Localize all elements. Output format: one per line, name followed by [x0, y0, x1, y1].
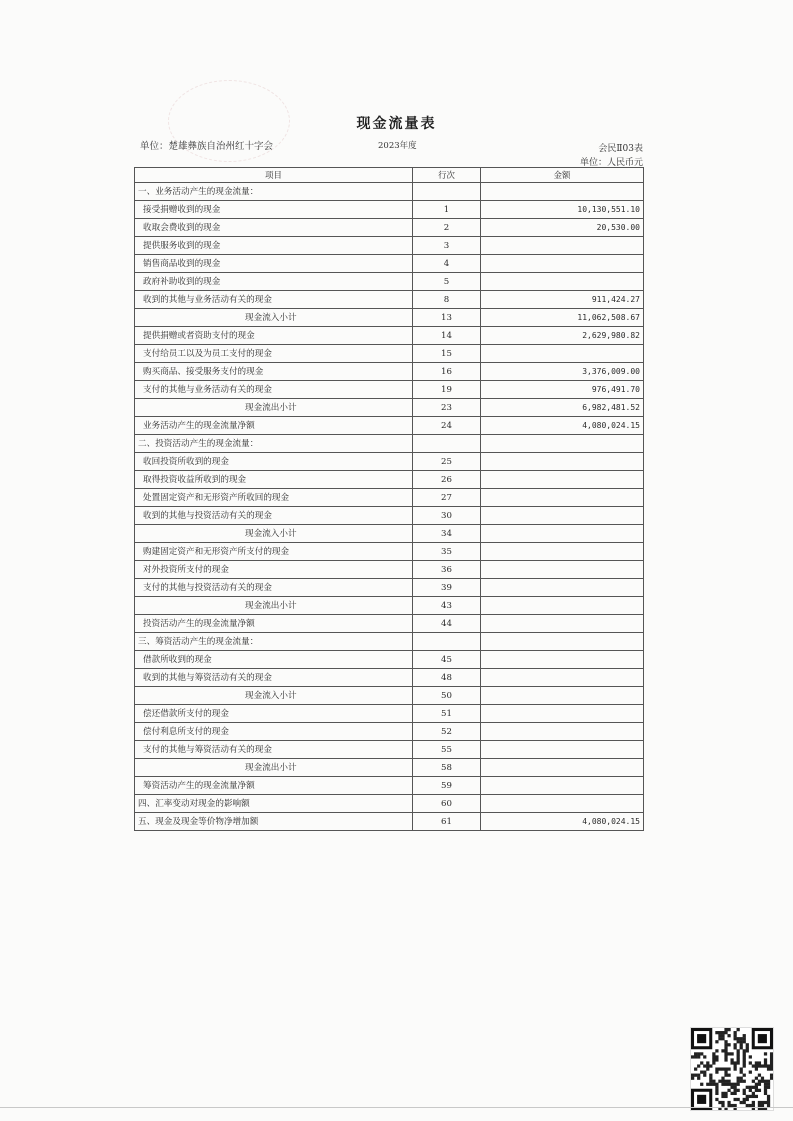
table-row: [135, 291, 644, 309]
table-row: [135, 363, 644, 381]
row-item-label: 销售商品收到的现金: [135, 255, 413, 273]
row-line-number: 5: [413, 273, 481, 291]
table-row: [135, 471, 644, 489]
row-amount: [481, 633, 644, 651]
page-bottom-rule: [0, 1107, 793, 1108]
row-line-number: 14: [413, 327, 481, 345]
table-row: [135, 183, 644, 201]
row-amount: 3,376,009.00: [481, 363, 644, 381]
row-item-label: 五、现金及现金等价物净增加额: [135, 813, 413, 831]
row-item-label: 偿还借款所支付的现金: [135, 705, 413, 723]
row-amount: [481, 777, 644, 795]
row-amount: [481, 615, 644, 633]
column-header-amount: 金额: [481, 168, 644, 183]
table-row: [135, 723, 644, 741]
table-row: [135, 309, 644, 327]
table-row: [135, 417, 644, 435]
row-item-label: 现金流出小计: [135, 597, 413, 615]
table-row: [135, 579, 644, 597]
row-amount: [481, 741, 644, 759]
row-item-label: 收到的其他与投资活动有关的现金: [135, 507, 413, 525]
row-amount: 911,424.27: [481, 291, 644, 309]
row-line-number: 4: [413, 255, 481, 273]
form-code: 会民Ⅱ03表: [598, 144, 643, 154]
row-amount: 2,629,980.82: [481, 327, 644, 345]
row-line-number: 60: [413, 795, 481, 813]
row-item-label: 一、业务活动产生的现金流量：: [135, 183, 413, 201]
table-row: [135, 435, 644, 453]
qr-code-graphic: [691, 1028, 773, 1110]
table-row: [135, 633, 644, 651]
row-line-number: 27: [413, 489, 481, 507]
row-line-number: 24: [413, 417, 481, 435]
table-row: [135, 561, 644, 579]
table-row: [135, 795, 644, 813]
row-line-number: [413, 183, 481, 201]
row-line-number: [413, 633, 481, 651]
row-item-label: 对外投资所支付的现金: [135, 561, 413, 579]
report-year: 2023年度: [378, 141, 417, 151]
row-line-number: 44: [413, 615, 481, 633]
row-line-number: 3: [413, 237, 481, 255]
row-amount: [481, 453, 644, 471]
row-amount: 6,982,481.52: [481, 399, 644, 417]
row-amount: [481, 435, 644, 453]
row-amount: 4,080,024.15: [481, 813, 644, 831]
table-row: [135, 525, 644, 543]
row-line-number: 30: [413, 507, 481, 525]
row-amount: 976,491.70: [481, 381, 644, 399]
row-item-label: 处置固定资产和无形资产所收回的现金: [135, 489, 413, 507]
row-amount: [481, 507, 644, 525]
row-amount: [481, 543, 644, 561]
table-row: [135, 201, 644, 219]
row-amount: [481, 795, 644, 813]
table-row: [135, 741, 644, 759]
table-row: [135, 273, 644, 291]
table-row: [135, 327, 644, 345]
table-row: [135, 381, 644, 399]
table-row: [135, 669, 644, 687]
row-line-number: 58: [413, 759, 481, 777]
table-row: [135, 543, 644, 561]
row-amount: [481, 579, 644, 597]
row-line-number: 35: [413, 543, 481, 561]
row-line-number: 1: [413, 201, 481, 219]
row-line-number: 23: [413, 399, 481, 417]
row-line-number: 61: [413, 813, 481, 831]
row-line-number: 36: [413, 561, 481, 579]
row-item-label: 现金流入小计: [135, 309, 413, 327]
table-row: [135, 255, 644, 273]
row-amount: [481, 489, 644, 507]
row-item-label: 四、汇率变动对现金的影响额: [135, 795, 413, 813]
row-line-number: 45: [413, 651, 481, 669]
table-row: [135, 813, 644, 831]
row-amount: [481, 183, 644, 201]
table-row: [135, 597, 644, 615]
row-amount: 10,130,551.10: [481, 201, 644, 219]
row-line-number: 15: [413, 345, 481, 363]
row-item-label: 支付的其他与业务活动有关的现金: [135, 381, 413, 399]
row-item-label: 接受捐赠收到的现金: [135, 201, 413, 219]
row-item-label: 收回投资所收到的现金: [135, 453, 413, 471]
row-item-label: 二、投资活动产生的现金流量：: [135, 435, 413, 453]
row-item-label: 现金流出小计: [135, 759, 413, 777]
row-line-number: 26: [413, 471, 481, 489]
row-line-number: 8: [413, 291, 481, 309]
table-row: [135, 219, 644, 237]
row-amount: [481, 759, 644, 777]
table-row: [135, 453, 644, 471]
row-item-label: 收取会费收到的现金: [135, 219, 413, 237]
row-line-number: 55: [413, 741, 481, 759]
row-item-label: 业务活动产生的现金流量净额: [135, 417, 413, 435]
table-row: [135, 507, 644, 525]
row-item-label: 三、筹资活动产生的现金流量：: [135, 633, 413, 651]
table-row: [135, 615, 644, 633]
row-item-label: 购买商品、接受服务支付的现金: [135, 363, 413, 381]
row-line-number: 39: [413, 579, 481, 597]
row-item-label: 支付的其他与筹资活动有关的现金: [135, 741, 413, 759]
row-line-number: 2: [413, 219, 481, 237]
row-amount: [481, 255, 644, 273]
row-amount: [481, 723, 644, 741]
row-line-number: [413, 435, 481, 453]
row-item-label: 支付的其他与投资活动有关的现金: [135, 579, 413, 597]
table-row: [135, 777, 644, 795]
row-amount: [481, 705, 644, 723]
row-amount: 20,530.00: [481, 219, 644, 237]
row-amount: 11,062,508.67: [481, 309, 644, 327]
table-row: [135, 237, 644, 255]
row-item-label: 现金流出小计: [135, 399, 413, 417]
reporting-unit: 单位：楚雄彝族自治州红十字会: [140, 141, 274, 152]
row-line-number: 50: [413, 687, 481, 705]
row-line-number: 13: [413, 309, 481, 327]
page-title: 现金流量表: [356, 116, 437, 132]
row-item-label: 购建固定资产和无形资产所支付的现金: [135, 543, 413, 561]
row-line-number: 52: [413, 723, 481, 741]
row-item-label: 收到的其他与筹资活动有关的现金: [135, 669, 413, 687]
row-amount: 4,080,024.15: [481, 417, 644, 435]
row-line-number: 48: [413, 669, 481, 687]
row-item-label: 借款所收到的现金: [135, 651, 413, 669]
column-header-line: 行次: [413, 168, 481, 183]
row-amount: [481, 345, 644, 363]
row-item-label: 政府补助收到的现金: [135, 273, 413, 291]
row-amount: [481, 525, 644, 543]
row-line-number: 51: [413, 705, 481, 723]
table-header-row: [135, 168, 644, 183]
row-line-number: 43: [413, 597, 481, 615]
table-row: [135, 651, 644, 669]
table-row: [135, 345, 644, 363]
row-amount: [481, 669, 644, 687]
cash-flow-table: [134, 167, 644, 831]
table-row: [135, 705, 644, 723]
row-item-label: 提供捐赠或者资助支付的现金: [135, 327, 413, 345]
qr-code: [690, 1027, 774, 1111]
row-amount: [481, 561, 644, 579]
row-line-number: 59: [413, 777, 481, 795]
row-item-label: 支付给员工以及为员工支付的现金: [135, 345, 413, 363]
row-item-label: 现金流入小计: [135, 687, 413, 705]
row-amount: [481, 237, 644, 255]
row-line-number: 16: [413, 363, 481, 381]
table-row: [135, 399, 644, 417]
row-amount: [481, 471, 644, 489]
row-amount: [481, 687, 644, 705]
row-item-label: 筹资活动产生的现金流量净额: [135, 777, 413, 795]
table-row: [135, 687, 644, 705]
row-item-label: 现金流入小计: [135, 525, 413, 543]
row-amount: [481, 273, 644, 291]
row-amount: [481, 651, 644, 669]
row-line-number: 25: [413, 453, 481, 471]
row-line-number: 19: [413, 381, 481, 399]
row-line-number: 34: [413, 525, 481, 543]
column-header-item: 项目: [135, 168, 413, 183]
table-row: [135, 759, 644, 777]
row-amount: [481, 597, 644, 615]
table-row: [135, 489, 644, 507]
row-item-label: 投资活动产生的现金流量净额: [135, 615, 413, 633]
currency-unit: 单位：人民币元: [579, 158, 643, 168]
row-item-label: 收到的其他与业务活动有关的现金: [135, 291, 413, 309]
row-item-label: 取得投资收益所收到的现金: [135, 471, 413, 489]
row-item-label: 偿付利息所支付的现金: [135, 723, 413, 741]
row-item-label: 提供服务收到的现金: [135, 237, 413, 255]
